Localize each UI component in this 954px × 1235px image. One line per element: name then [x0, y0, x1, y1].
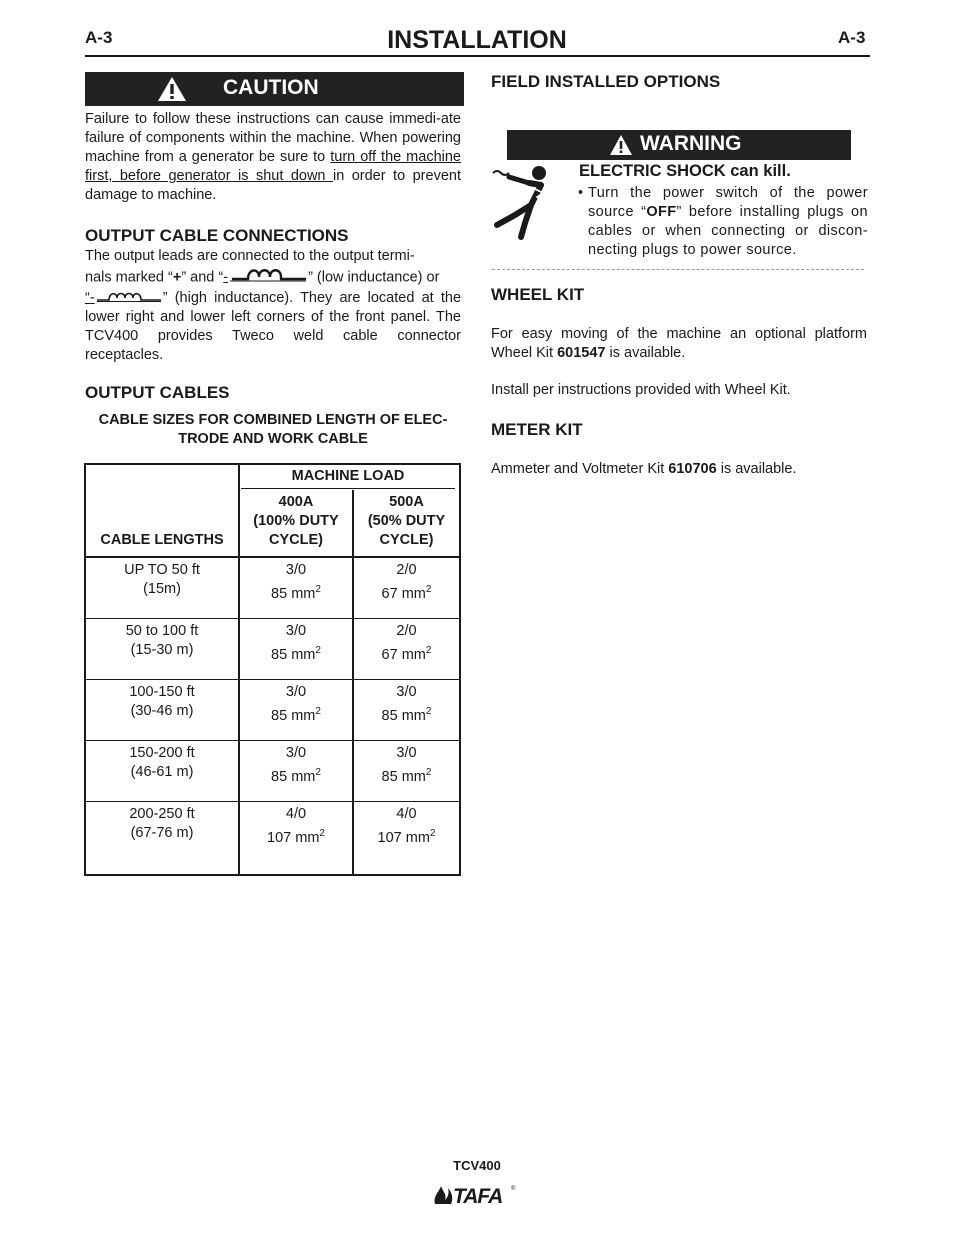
wheel-kit-install-note: Install per instructions provided with Wheel Kit. [491, 382, 791, 398]
metric-value: 85 mm [271, 585, 316, 602]
page-number-left: A-3 [85, 28, 113, 47]
metric-size [355, 763, 458, 787]
awg-size: 3/0 [396, 684, 417, 700]
metric-size [241, 580, 351, 604]
output-cable-connections-text [85, 247, 461, 365]
awg-size: 2/0 [396, 623, 417, 639]
logo-wordmark: TAFA [453, 1185, 503, 1206]
footer-model: TCV400 [453, 1158, 501, 1173]
meter-kit-part-number: 610706 [668, 461, 717, 477]
tafa-logo [433, 1180, 523, 1206]
col-500a-header-line: 500A [389, 494, 424, 510]
cell-line: 200-250 ft [129, 806, 195, 822]
cell-line: 150-200 ft [129, 745, 195, 761]
superscript: 2 [319, 828, 325, 839]
superscript: 2 [315, 706, 321, 717]
metric-value: 85 mm [271, 707, 316, 724]
size-500a-cell [353, 680, 460, 741]
inductor-symbol-icon [228, 266, 308, 289]
table-row [85, 802, 460, 876]
cable-length-cell [85, 802, 239, 876]
cell-line: (30-46 m) [130, 703, 194, 719]
size-500a-cell [353, 802, 460, 876]
col-400a-header [239, 490, 353, 557]
machine-load-label: MACHINE LOAD [241, 467, 455, 489]
metric-value: 85 mm [271, 768, 316, 785]
field-options-heading: FIELD INSTALLED OPTIONS [491, 72, 721, 91]
metric-size [355, 580, 458, 604]
meter-kit-text [491, 460, 867, 479]
metric-size [241, 763, 351, 787]
awg-size: 3/0 [285, 745, 307, 761]
metric-value: 85 mm [381, 707, 426, 724]
size-500a-cell [353, 741, 460, 802]
cell-line: UP TO 50 ft [124, 562, 200, 578]
metric-size [355, 824, 458, 848]
caution-text [85, 110, 461, 205]
connections-text-part: ” [162, 289, 175, 306]
connections-text-part: ” (low inductance) or [308, 269, 440, 286]
awg-size: 3/0 [285, 562, 307, 578]
connections-text-part: “ [85, 289, 90, 306]
caution-underlined-text: turn off the machine first, before generator is shut down [85, 149, 461, 184]
table-header-row [85, 464, 460, 490]
shock-text-part: ” before installing plugs on cables or when connecting or discon-necting plugs to power source. [588, 204, 868, 258]
cable-length-cell [85, 741, 239, 802]
cable-length-cell [85, 619, 239, 680]
warning-label: WARNING [640, 132, 742, 155]
metric-value: 85 mm [381, 768, 426, 785]
cable-table-body [85, 557, 460, 875]
size-400a-cell [239, 741, 353, 802]
table-row [85, 619, 460, 680]
cell-line: (15m) [143, 581, 181, 597]
awg-size: 3/0 [285, 623, 307, 639]
metric-size [241, 641, 351, 665]
header-rule [85, 55, 870, 57]
wheel-kit-heading: WHEEL KIT [491, 285, 585, 304]
shock-warning-title: ELECTRIC SHOCK can kill. [579, 162, 791, 180]
electric-shock-icon [489, 163, 571, 248]
warning-triangle-icon [609, 134, 633, 161]
cell-line: (15-30 m) [130, 642, 194, 658]
subheading-line: CABLE SIZES FOR COMBINED LENGTH OF ELEC- [98, 412, 448, 428]
registered-mark: ® [511, 1186, 516, 1192]
warning-triangle-icon [157, 76, 187, 107]
col-500a-header [353, 490, 460, 557]
meter-kit-text-part: is available. [716, 461, 797, 477]
superscript: 2 [425, 767, 432, 778]
off-emphasis: OFF [646, 204, 677, 220]
cable-length-cell [85, 680, 239, 741]
awg-size: 4/0 [396, 806, 417, 822]
superscript: 2 [315, 645, 321, 656]
shock-warning-body [588, 184, 868, 260]
tafa-flame-logo-icon [435, 1186, 453, 1204]
connections-text-part: (high inductance). They are located at the lower right and lower left corners of the front panel. The TCV400 provides Tweco weld cable connector receptacles. [85, 289, 462, 363]
awg-size: 3/0 [396, 745, 417, 761]
minus-symbol: - [223, 269, 229, 286]
size-500a-cell [353, 557, 460, 619]
size-400a-cell [239, 680, 353, 741]
col-400a-header-line: (100% DUTY [253, 513, 339, 529]
awg-size: 4/0 [285, 806, 307, 822]
metric-value: 107 mm [267, 829, 320, 846]
size-400a-cell [239, 802, 353, 876]
superscript: 2 [429, 828, 436, 839]
superscript: 2 [425, 706, 432, 717]
metric-value: 67 mm [381, 646, 426, 663]
table-row [85, 557, 460, 619]
size-400a-cell [239, 619, 353, 680]
superscript: 2 [425, 645, 432, 656]
cable-lengths-header: CABLE LENGTHS [85, 464, 239, 557]
metric-value: 107 mm [377, 829, 430, 846]
machine-load-header [239, 464, 460, 490]
wheel-kit-text-part: is available. [605, 345, 686, 361]
shock-text-part: Turn the power switch of the power source “ [588, 185, 868, 220]
plus-symbol: + [172, 269, 182, 286]
metric-value: 67 mm [381, 585, 426, 602]
cable-sizes-subheading [85, 411, 461, 449]
connections-line: The output leads are connected to the output termi- [85, 248, 415, 264]
caution-label: CAUTION [223, 76, 319, 99]
inductor-symbol-icon [95, 288, 163, 308]
wheel-kit-text-part: For easy moving of the machine an optional platform Wheel Kit [491, 326, 867, 361]
superscript: 2 [315, 584, 321, 595]
col-500a-header-line: CYCLE) [379, 532, 434, 548]
subheading-line: TRODE AND WORK CABLE [178, 431, 368, 447]
bullet: • [578, 185, 584, 201]
metric-size [241, 824, 351, 848]
meter-kit-heading: METER KIT [491, 420, 583, 439]
meter-kit-text-part: Ammeter and Voltmeter Kit [491, 461, 669, 477]
metric-size [355, 641, 458, 665]
caution-text-part: in order to prevent damage to machine. [85, 168, 461, 203]
table-row [85, 680, 460, 741]
caution-banner [85, 72, 464, 106]
superscript: 2 [315, 767, 321, 778]
col-400a-header-line: 400A [278, 494, 314, 510]
cable-length-cell [85, 557, 239, 619]
connections-text-part: nals marked “ [85, 269, 173, 286]
awg-size: 2/0 [396, 562, 417, 578]
output-cable-connections-heading: OUTPUT CABLE CONNECTIONS [85, 226, 349, 245]
page-title: INSTALLATION [387, 26, 567, 54]
awg-size: 3/0 [285, 684, 307, 700]
cell-line: 50 to 100 ft [125, 623, 199, 639]
caution-text-part: Failure to follow these instructions can cause immedi-ate failure of components within the machine. When powering machine from a generator be sure to [85, 111, 461, 165]
cell-line: 100-150 ft [129, 684, 195, 700]
cell-line: (46-61 m) [130, 764, 194, 780]
col-500a-header-line: (50% DUTY [367, 513, 446, 529]
wheel-kit-part-number: 601547 [557, 345, 606, 361]
superscript: 2 [425, 584, 432, 595]
warning-divider [492, 269, 864, 270]
cell-line: (67-76 m) [130, 825, 194, 841]
output-cables-heading: OUTPUT CABLES [85, 383, 230, 402]
connections-line [85, 288, 461, 365]
size-400a-cell [239, 557, 353, 619]
cable-size-table [84, 463, 461, 876]
size-500a-cell [353, 619, 460, 680]
metric-value: 85 mm [271, 646, 316, 663]
warning-banner [507, 130, 851, 160]
minus-symbol: - [89, 289, 95, 306]
connections-line [85, 266, 461, 288]
col-400a-header-line: CYCLE) [269, 532, 323, 548]
page-number-right: A-3 [838, 28, 866, 47]
metric-size [355, 702, 458, 726]
shock-warning-text [578, 184, 868, 260]
connections-text-part: ” and “ [181, 269, 224, 286]
wheel-kit-text [491, 325, 867, 363]
metric-size [241, 702, 351, 726]
table-row [85, 741, 460, 802]
